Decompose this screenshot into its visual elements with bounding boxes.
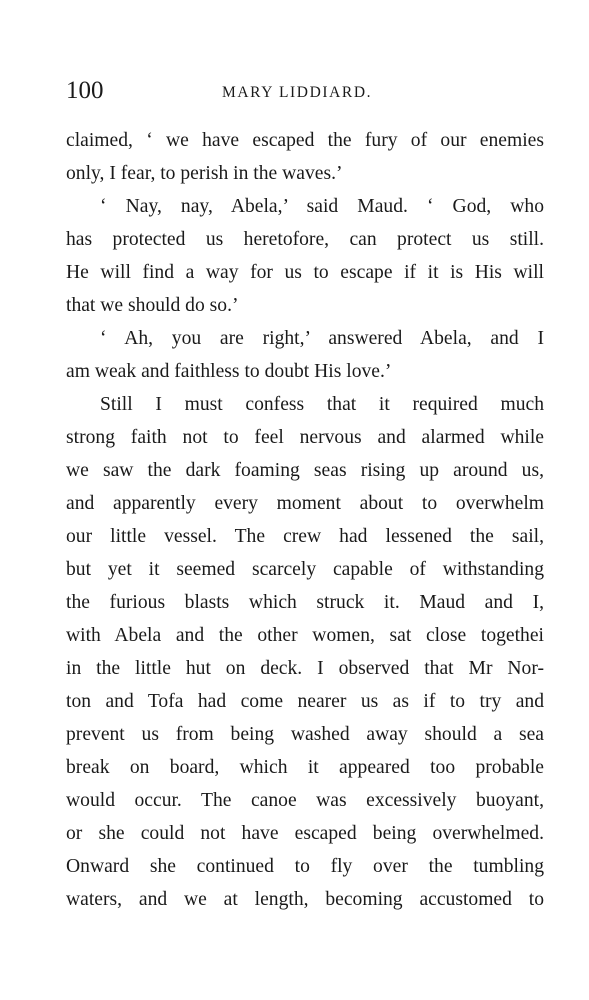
text-line: He will find a way for us to escape if it is His will [66,262,544,283]
body-text [66,124,544,916]
text-line: ton and Tofa had come nearer us as if to try and [66,691,544,712]
text-line: our little vessel. The crew had lessened the sail, [66,526,544,547]
text-line: would occur. The canoe was excessively buoyant, [66,790,544,811]
text-line: with Abela and the other women, sat close togethei [66,625,544,646]
text-line: claimed, ‘ we have escaped the fury of our enemies [66,130,544,151]
text-line: Still I must confess that it required much [100,394,544,415]
page-header [66,74,546,108]
text-line: strong faith not to feel nervous and alarmed while [66,427,544,448]
text-line: or she could not have escaped being overwhelmed. [66,823,544,844]
text-line: am weak and faithless to doubt His love.’ [66,361,392,382]
text-line: Onward she continued to fly over the tumbling [66,856,544,877]
text-line: ‘ Nay, nay, Abela,’ said Maud. ‘ God, who [100,196,544,217]
text-line: prevent us from being washed away should a sea [66,724,544,745]
text-line: in the little hut on deck. I observed that Mr Nor- [66,658,544,679]
page-number: 100 [66,77,104,104]
text-line: but yet it seemed scarcely capable of withstanding [66,559,544,580]
text-line: waters, and we at length, becoming accustomed to [66,889,544,910]
text-line: only, I fear, to perish in the waves.’ [66,163,343,184]
text-line: and apparently every moment about to overwhelm [66,493,544,514]
text-line: has protected us heretofore, can protect us still. [66,229,544,250]
running-head: MARY LIDDIARD. [222,84,373,101]
text-line: we saw the dark foaming seas rising up around us, [66,460,544,481]
text-line: that we should do so.’ [66,295,239,316]
text-line: break on board, which it appeared too probable [66,757,544,778]
text-line: the furious blasts which struck it. Maud and I, [66,592,544,613]
text-line: ‘ Ah, you are right,’ answered Abela, and I [100,328,544,349]
